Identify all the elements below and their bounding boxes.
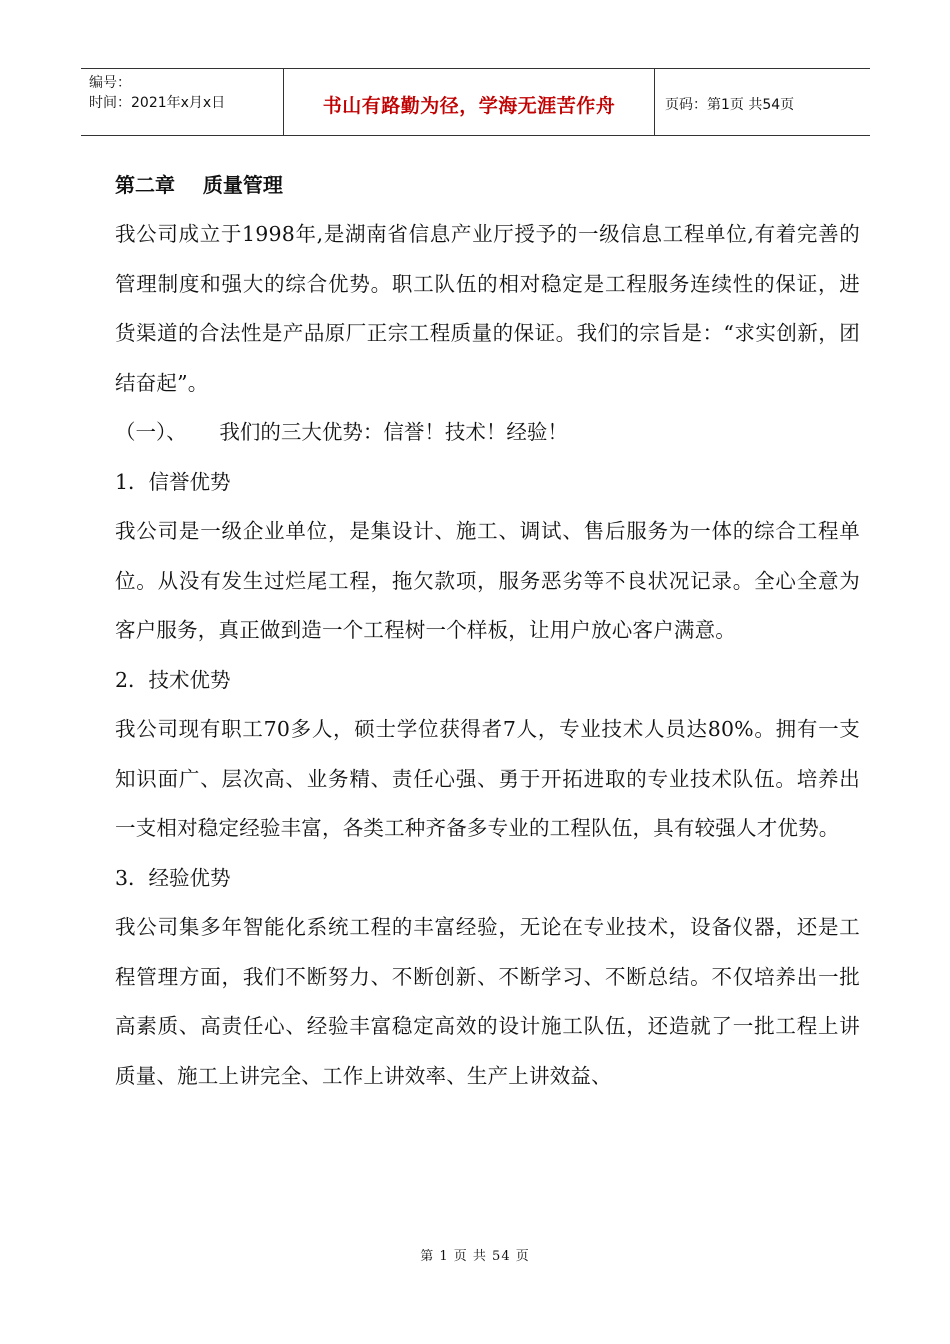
section-body-experience: 我公司集多年智能化系统工程的丰富经验，无论在专业技术，设备仪器，还是工程管理方面，我们不断努力、不断创新、不断学习、不断总结。不仅培养出一批高素质、高责任心、经验丰富稳定高效的设计施工队伍，还造就了一批工程上讲质量、施工上讲完全、工作上讲效率、生产上讲效益、 [115, 915, 860, 1088]
date-label: 时间：2021年x月x日 [89, 95, 226, 111]
header-meta [81, 69, 283, 135]
document-body [115, 160, 860, 1101]
header-motto-cell [283, 69, 655, 135]
section-heading-technology: 2．技术优势 [115, 667, 231, 692]
serial-label: 编号： [89, 75, 131, 91]
section-body-credibility: 我公司是一级企业单位，是集设计、施工、调试、售后服务为一体的综合工程单位。从没有发生过烂尾工程，拖欠款项，服务恶劣等不良状况记录。全心全意为客户服务，真正做到造一个工程树一个样板，让用户放心客户满意。 [115, 519, 860, 642]
advantages-heading: （一）、 我们的三大优势：信誉！技术！经验！ [115, 420, 568, 444]
section-heading-credibility: 1．信誉优势 [115, 469, 231, 494]
intro-paragraph: 我公司成立于1998年,是湖南省信息产业厅授予的一级信息工程单位,有着完善的管理制度和强大的综合优势。职工队伍的相对稳定是工程服务连续性的保证，进货渠道的合法性是产品原厂正宗工程质量的保证。我们的宗旨是：“求实创新，团结奋起”。 [115, 222, 860, 395]
section-body-technology: 我公司现有职工70多人，硕士学位获得者7人，专业技术人员达80%。拥有一支知识面广、层次高、业务精、责任心强、勇于开拓进取的专业技术队伍。培养出一支相对稳定经验丰富，各类工种齐备多专业的工程队伍，具有较强人才优势。 [115, 717, 860, 840]
header-page-cell [655, 69, 870, 135]
section-heading-experience: 3．经验优势 [115, 865, 231, 890]
page-info: 页码：第1页 共54页 [665, 97, 795, 113]
motto-text: 书山有路勤为径，学海无涯苦作舟 [322, 94, 616, 117]
page-footer: 第 1 页 共 54 页 [420, 1249, 530, 1264]
chapter-title: 第二章 质量管理 [115, 173, 283, 197]
page-header [81, 68, 870, 136]
